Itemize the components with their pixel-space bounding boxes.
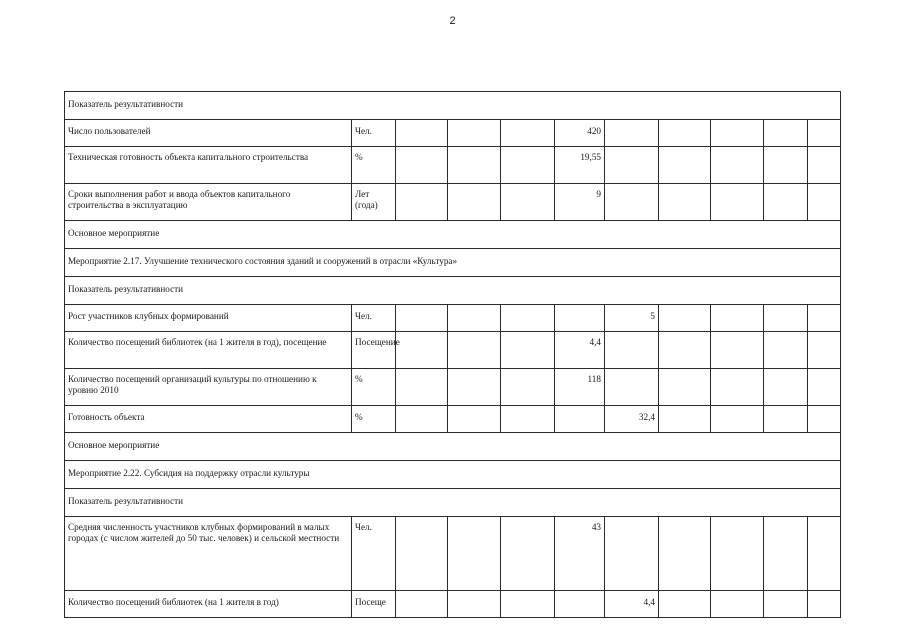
value-cell bbox=[808, 369, 841, 406]
value-cell bbox=[711, 184, 764, 221]
indicator-row bbox=[65, 147, 841, 184]
section-title: Мероприятие 2.22. Субсидия на поддержку отрасли культуры bbox=[65, 461, 841, 489]
indicator-unit: % bbox=[352, 369, 396, 406]
value-cell bbox=[659, 406, 711, 433]
section-title: Основное мероприятие bbox=[65, 433, 841, 461]
indicator-row bbox=[65, 332, 841, 369]
indicator-name: Средняя численность участников клубных формирований в малых городах (с числом жителей до 50 тыс. человек) и сельской местности bbox=[65, 517, 352, 591]
value-cell bbox=[448, 120, 501, 147]
value-cell bbox=[396, 369, 448, 406]
section-title: Показатель результативности bbox=[65, 277, 841, 305]
value-cell bbox=[501, 517, 555, 591]
indicator-name: Сроки выполнения работ и ввода объектов капитального строительства в эксплуатацию bbox=[65, 184, 352, 221]
indicator-unit: Посещение bbox=[352, 332, 396, 369]
value-cell bbox=[659, 591, 711, 618]
value-cell bbox=[711, 305, 764, 332]
value-cell bbox=[764, 184, 808, 221]
section-row bbox=[65, 221, 841, 249]
indicator-unit: % bbox=[352, 406, 396, 433]
indicator-name: Количество посещений организаций культуры по отношению к уровню 2010 bbox=[65, 369, 352, 406]
value-cell: 4,4 bbox=[605, 591, 659, 618]
value-cell: 4,4 bbox=[555, 332, 605, 369]
value-cell bbox=[808, 406, 841, 433]
value-cell bbox=[501, 406, 555, 433]
value-cell bbox=[396, 305, 448, 332]
indicator-unit: Чел. bbox=[352, 305, 396, 332]
value-cell bbox=[808, 184, 841, 221]
results-table bbox=[64, 91, 841, 618]
value-cell bbox=[659, 517, 711, 591]
value-cell bbox=[501, 120, 555, 147]
value-cell bbox=[764, 369, 808, 406]
value-cell: 9 bbox=[555, 184, 605, 221]
value-cell: 5 bbox=[605, 305, 659, 332]
value-cell bbox=[396, 332, 448, 369]
value-cell bbox=[448, 369, 501, 406]
value-cell bbox=[448, 147, 501, 184]
section-title: Мероприятие 2.17. Улучшение технического состояния зданий и сооружений в отрасли «Культура» bbox=[65, 249, 841, 277]
indicator-unit: % bbox=[352, 147, 396, 184]
indicator-name: Число пользователей bbox=[65, 120, 352, 147]
value-cell bbox=[711, 591, 764, 618]
value-cell bbox=[501, 184, 555, 221]
indicator-row bbox=[65, 591, 841, 618]
value-cell bbox=[448, 184, 501, 221]
indicator-row bbox=[65, 406, 841, 433]
value-cell bbox=[448, 517, 501, 591]
value-cell bbox=[605, 184, 659, 221]
value-cell bbox=[808, 147, 841, 184]
value-cell bbox=[808, 332, 841, 369]
indicator-row bbox=[65, 369, 841, 406]
indicator-unit: Чел. bbox=[352, 517, 396, 591]
value-cell bbox=[764, 332, 808, 369]
section-row bbox=[65, 277, 841, 305]
value-cell bbox=[501, 591, 555, 618]
indicator-unit: Лет (года) bbox=[352, 184, 396, 221]
section-row bbox=[65, 433, 841, 461]
value-cell bbox=[448, 332, 501, 369]
indicator-name: Готовность объекта bbox=[65, 406, 352, 433]
value-cell bbox=[605, 332, 659, 369]
value-cell bbox=[501, 332, 555, 369]
value-cell bbox=[448, 305, 501, 332]
value-cell bbox=[396, 406, 448, 433]
section-row bbox=[65, 489, 841, 517]
indicator-unit: Чел. bbox=[352, 120, 396, 147]
value-cell: 420 bbox=[555, 120, 605, 147]
value-cell bbox=[396, 517, 448, 591]
value-cell: 43 bbox=[555, 517, 605, 591]
value-cell bbox=[501, 147, 555, 184]
value-cell bbox=[501, 305, 555, 332]
value-cell bbox=[659, 305, 711, 332]
value-cell: 19,55 bbox=[555, 147, 605, 184]
value-cell bbox=[808, 120, 841, 147]
indicator-name: Рост участников клубных формирований bbox=[65, 305, 352, 332]
value-cell bbox=[396, 591, 448, 618]
value-cell bbox=[764, 305, 808, 332]
section-row bbox=[65, 249, 841, 277]
value-cell bbox=[605, 517, 659, 591]
indicator-row bbox=[65, 120, 841, 147]
section-title: Основное мероприятие bbox=[65, 221, 841, 249]
value-cell bbox=[659, 369, 711, 406]
value-cell bbox=[764, 591, 808, 618]
value-cell bbox=[555, 305, 605, 332]
value-cell bbox=[555, 591, 605, 618]
indicator-unit: Посеще bbox=[352, 591, 396, 618]
value-cell bbox=[605, 147, 659, 184]
indicator-row bbox=[65, 184, 841, 221]
value-cell bbox=[605, 120, 659, 147]
section-title: Показатель результативности bbox=[65, 489, 841, 517]
value-cell bbox=[396, 147, 448, 184]
page-number: 2 bbox=[449, 15, 456, 27]
value-cell bbox=[764, 147, 808, 184]
value-cell bbox=[808, 305, 841, 332]
indicator-row bbox=[65, 305, 841, 332]
value-cell bbox=[711, 369, 764, 406]
value-cell bbox=[764, 406, 808, 433]
value-cell bbox=[659, 147, 711, 184]
value-cell bbox=[448, 406, 501, 433]
value-cell bbox=[808, 517, 841, 591]
section-row bbox=[65, 92, 841, 120]
value-cell: 32,4 bbox=[605, 406, 659, 433]
value-cell bbox=[659, 120, 711, 147]
value-cell bbox=[711, 120, 764, 147]
value-cell bbox=[808, 591, 841, 618]
value-cell bbox=[605, 369, 659, 406]
section-title: Показатель результативности bbox=[65, 92, 841, 120]
value-cell bbox=[501, 369, 555, 406]
value-cell bbox=[396, 184, 448, 221]
section-row bbox=[65, 461, 841, 489]
indicator-name: Количество посещений библиотек (на 1 жителя в год) bbox=[65, 591, 352, 618]
indicator-row bbox=[65, 517, 841, 591]
value-cell bbox=[659, 184, 711, 221]
value-cell bbox=[764, 517, 808, 591]
value-cell bbox=[396, 120, 448, 147]
value-cell bbox=[659, 332, 711, 369]
value-cell bbox=[764, 120, 808, 147]
value-cell bbox=[555, 406, 605, 433]
value-cell bbox=[448, 591, 501, 618]
indicator-name: Техническая готовность объекта капитального строительства bbox=[65, 147, 352, 184]
value-cell bbox=[711, 517, 764, 591]
indicator-name: Количество посещений библиотек (на 1 жителя в год), посещение bbox=[65, 332, 352, 369]
value-cell bbox=[711, 406, 764, 433]
value-cell bbox=[711, 147, 764, 184]
value-cell: 118 bbox=[555, 369, 605, 406]
value-cell bbox=[711, 332, 764, 369]
